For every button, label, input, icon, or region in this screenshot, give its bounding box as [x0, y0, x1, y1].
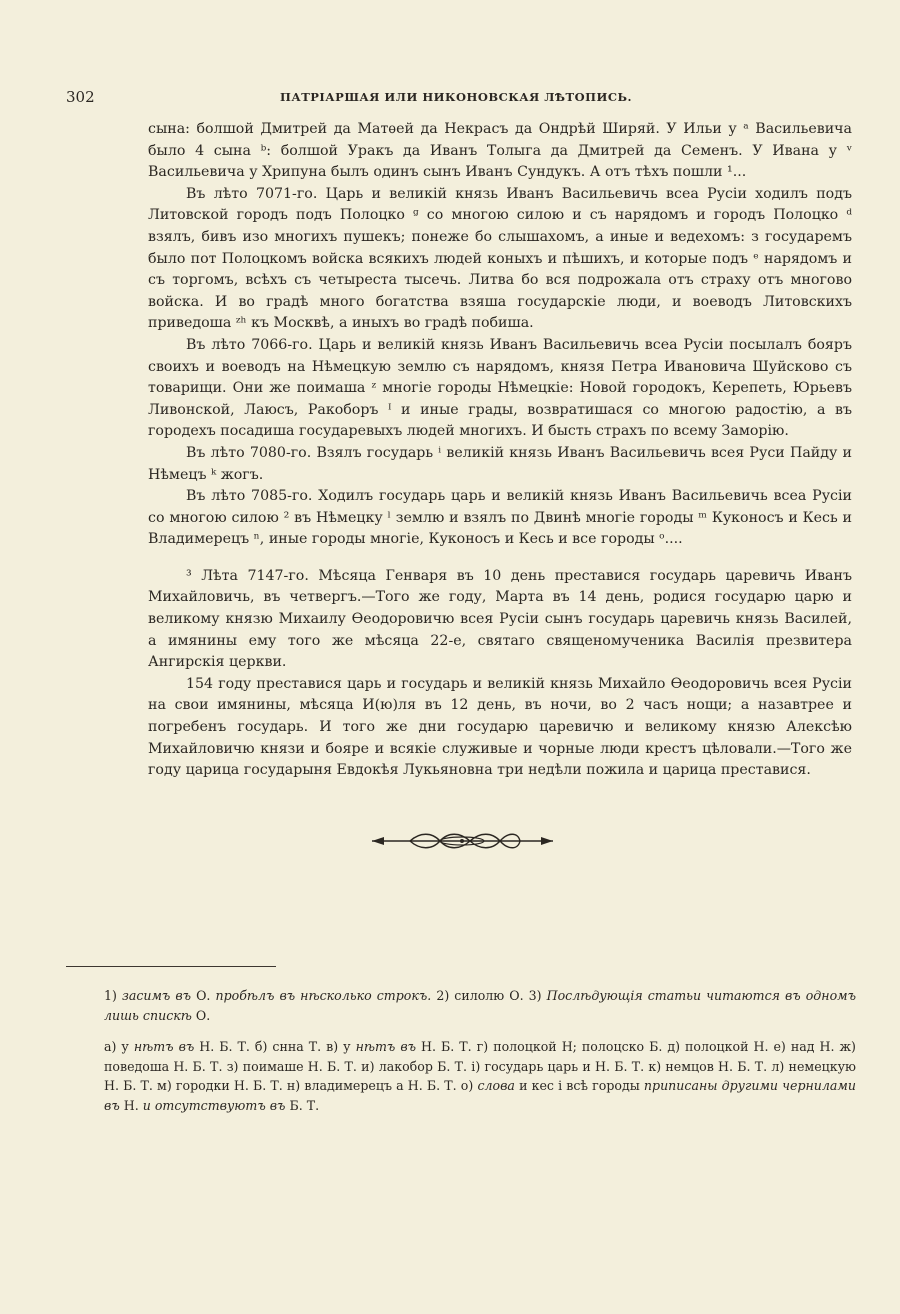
footnote-rule-short: [256, 966, 276, 967]
running-title: ПАТРІАРШАЯ ИЛИ НИКОНОВСКАЯ ЛѢТОПИСЬ.: [280, 90, 632, 104]
footnote-rule: [66, 966, 276, 967]
footnote-variants: а) у нѣтъ въ Н. Б. Т. б) снна Т. в) у нѣтъ въ Н. Б. Т. г) полоцкой Н; полоцско Б. д) полоцкой Н. е) над Н. ж) поведоша Н. Б. Т. з) поимаше Н. Б. Т. и) лакобор Б. Т. і) государь царь и Н. Б. Т. к) немцов Н. Б. Т. л) немецкую Н. Б. Т. м) городки Н. Б. Т. н) владимерецъ а Н. Б. Т. о) слова и кес і всѣ городы приписаны другими чернилами въ Н. и отсутствуютъ въ Б. Т.: [104, 1039, 856, 1113]
paragraph-year-7071: Въ лѣто 7071-го. Царь и великій князь Иванъ Васильевичь всеа Русіи ходилъ подъ Литовской городъ подъ Полоцко ᵍ со многою силою и съ нарядомъ и городъ Полоцко ᵈ взялъ, бивъ изо многихъ пушекъ; понеже бо слышахомъ, а иные и ведехомъ: з государемъ было пот Полоцкомъ войска всякихъ людей коныхъ и пѣшихъ, и которые подъ ᵉ нарядомъ и съ торгомъ, всѣхъ съ четыреста тысечь. Литва бо вся подрожала отъ страху отъ многово войска. И во градѣ много богатства взяша государскіе люди, и воеводъ Литовскихъ приведоша ᶻʰ къ Москвѣ, а иныхъ во градѣ побиша.: [148, 185, 852, 332]
footnote-numbered: 1) засимъ въ О. пробѣлъ въ нѣсколько строкъ. 2) силолю О. 3) Послѣдующія статьи читаются въ одномъ лишь спискѣ О.: [104, 988, 856, 1023]
paragraph-year-7085: Въ лѣто 7085-го. Ходилъ государь царь и великій князь Иванъ Васильевичь всеа Русіи со многою силою ² въ Нѣмецку ˡ землю и взялъ по Двинѣ многіе городы ᵐ Куконосъ и Кесь и Владимерецъ ⁿ, иные городы многіе, Куконосъ и Кесь и все городы ᵒ....: [148, 488, 852, 548]
paragraph-year-7147: ³ Лѣта 7147-го. Мѣсяца Генваря въ 10 день преставися государь царевичь Иванъ Михайловичь, въ четвергъ.—Того же году, Марта въ 14 день, родися государю царю и великому князю Михаилу Ѳеодоровичю всея Русіи сынъ государь царевичь князь Василей, а имянины ему того же мѣсяца 22-е, святаго священомученика Василія презвитера Ангирскія церкви.: [148, 567, 852, 671]
paragraph-year-7080: Въ лѣто 7080-го. Взялъ государь ⁱ великій князь Иванъ Васильевичь всея Руси Пайду и Нѣмецъ ᵏ жогъ.: [148, 444, 852, 483]
paragraph-sons: сына: болшой Дмитрей да Матѳей да Некрасъ да Ондрѣй Ширяй. У Ильи у ᵃ Васильевича было 4 сына ᵇ: болшой Уракъ да Иванъ Толыга да Дмитрей да Семенъ. У Ивана у ᵛ Васильевича у Хрипуна былъ одинъ сынъ Иванъ Сундукъ. А отъ тѣхъ пошли ¹...: [148, 121, 852, 181]
page-header: [66, 88, 846, 108]
footnotes: [104, 986, 856, 1116]
paragraph-year-7066: Въ лѣто 7066-го. Царь и великій князь Иванъ Васильевичь всеа Русіи посылалъ бояръ своихъ и воеводъ на Нѣмецкую землю съ нарядомъ, князя Петра Ивановича Шуйсково съ товарищи. Они же поимаша ᶻ многіе городы Нѣмецкіе: Новой городокъ, Керепеть, Юрьевъ Ливонской, Лаюсъ, Ракоборъ ᴵ и иные грады, возвратишася со многою радостію, а въ городехъ посадиша государевыхъ людей многихъ. И бысть страхъ по всему Заморію.: [148, 336, 852, 440]
paragraph-year-154: 154 году преставися царь и государь и великій князь Михайло Ѳеодоровичь всея Русіи на свои имянины, мѣсяца И(ю)ля въ 12 день, въ ночи, во 2 часъ нощи; а назавтрее и погребенъ государь. И того же дни государю царевичю и великому князю Алексѣю Михайловичю князи и бояре и всякіе служивые и чорные люди крестъ цѣловали.—Того же году царица государыня Евдокѣя Лукьяновна три недѣли пожила и царица преставися.: [148, 675, 852, 779]
main-text: [148, 119, 852, 782]
scroll-divider-ornament-icon: [370, 830, 555, 852]
page-number: 302: [66, 88, 95, 106]
